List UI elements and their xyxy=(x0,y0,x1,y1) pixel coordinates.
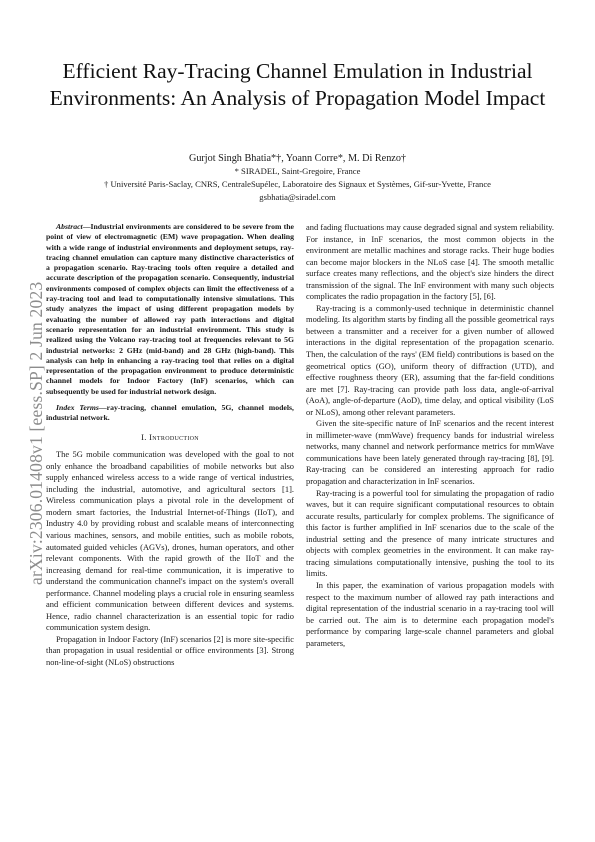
body-paragraph: Propagation in Indoor Factory (InF) scenarios [2] is more site-specific than propagation in usual residential or office environments [3]. Strong non-line-of-sight (NLoS) obstructions xyxy=(46,633,294,668)
section-title: Introduction xyxy=(149,431,199,442)
abstract-label: Abstract xyxy=(56,222,83,231)
body-paragraph: and fading fluctuations may cause degraded signal and system reliability. For instance, in InF scenarios, the most common objects in the environment are metallic machines and storage racks. Their huge bodies can become major blockers in the NLoS case [4]. The smooth metallic surface creates many reflections, and the object's size hinders the direct transmission of the signal. The InF environment with many such objects complicates the radio propagation in the factory [5], [6]. xyxy=(306,222,554,302)
body-paragraph: The 5G mobile communication was developed with the goal to not only enhance the broadband capabilities of mobile networks but also supply enhanced wireless access to a wide range of vertical industries, including the industrial, automotive, and agricultural sectors [1]. Wireless communication plays a pivotal role in the development of modern smart factories, the Industrial Internet-of-Things (IIoT), and Industry 4.0 by providing robust and scalable means of interconnecting various machines, sensors, and mobile entities, such as mobile robots, automated guided vehicles (AGVs), drones, human operators, and other relevant components. With the rapid growth of the IIoT and the increasing demand for real-time communication, it is imperative to understand the communication channel's impact on the system's overall performance. Channel modeling plays a crucial role in ensuring seamless and efficient communication between different devices and systems. Hence, radio channel characterization is an essential topic for radio communication system design. xyxy=(46,449,294,633)
body-paragraph: Given the site-specific nature of InF scenarios and the recent interest in millimeter-wave (mmWave) frequency bands for industrial wireless networks, many channel and network performance metrics for mmWave communications have been lately generated through ray-tracing [8], [9]. Ray-tracing can be considered an interesting approach for radio propagation and characterization in InF scenarios. xyxy=(306,418,554,487)
arxiv-stamp: arXiv:2306.01408v1 [eess.SP] 2 Jun 2023 xyxy=(26,281,46,585)
index-terms-label: Index Terms xyxy=(56,403,99,413)
section-heading-introduction xyxy=(46,432,294,444)
index-terms xyxy=(46,403,294,424)
body-paragraph: In this paper, the examination of various propagation models with respect to the maximum number of allowed ray path interactions and digital representation of the industrial scenario in a ray-tracing tool will be carried out. The aim is to determine each propagation model's performance by comparing large-scale channel parameters and global parameters, xyxy=(306,579,554,648)
body-paragraph: Ray-tracing is a powerful tool for simulating the propagation of radio waves, but it can require significant computational resources to obtain accurate results, particularly for complex problems. The significance of this factor is further amplified in InF scenarios due to the scale of the industrial setting and the presence of many intricate structures and objects with complex geometries in the environment. It can make ray-tracing simulations computationally intensive, pushing the tool to its limits. xyxy=(306,487,554,579)
left-column xyxy=(46,222,294,669)
author-email: gsbhatia@siradel.com xyxy=(259,192,336,202)
abstract-text: —Industrial environments are considered to be severe from the point of view of electromagnetic (EM) wave propagation. When dealing with a wide range of industrial environments and deployment setups, ray-tracing channel emulation can capture many distinctive characteristics of a propagation scenario. Ray-tracing tools often require a detailed and accurate description of the propagation scenario. Consequently, industrial environments composed of complex objects can limit the effectiveness of a ray-tracing tool and lead to computationally intensive simulations. This study analyzes the impact of using different propagation models by evaluating the number of allowed ray path interactions and digital scenario representation for an industrial environment. This study is realized using the Volcano ray-tracing tool at frequencies relevant to 5G industrial networks: 2 GHz (mid-band) and 28 GHz (high-band). This analysis can help in enhancing a ray-tracing tool that relies on a digital representation of the propagation environment to produce deterministic channel models for Indoor Factory (InF) scenarios, which can subsequently be used for industrial network design. xyxy=(46,222,294,396)
author-list: Gurjot Singh Bhatia*†, Yoann Corre*, M. Di Renzo† xyxy=(188,153,407,164)
paper-title: Efficient Ray-Tracing Channel Emulation in Industrial Environments: An Analysis of Propagation Model Impact xyxy=(49,59,546,110)
affiliation-paris-saclay: † Université Paris-Saclay, CNRS, CentraleSupélec, Laboratoire des Signaux et Systèmes, Gif-sur-Yvette, France xyxy=(104,179,491,189)
right-column xyxy=(306,222,554,649)
section-number: I. xyxy=(141,431,147,442)
index-terms-text: —ray-tracing, channel emulation, 5G, channel models, industrial network. xyxy=(46,403,294,423)
affiliation-siradel: * SIRADEL, Saint-Gregoire, France xyxy=(234,166,361,176)
abstract xyxy=(46,222,294,397)
body-paragraph: Ray-tracing is a commonly-used technique in deterministic channel modeling. Its algorithm starts by finding all the possible geometrical rays between a transmitter and a receiver for a given number of allowed interactions in the digital representation of the propagation scenario. Then, the calculation of the rays' (EM field) contributions is based on the geometrical optics (GO), uniform theory of diffraction (UTD), and effective roughness theory (ER), assuming that the far-field conditions are met [7]. Ray-tracing can provide path loss data, angle-of-arrival (AoA), angle-of-departure (AoD), time delay, and optical visibility (LoS or NLoS), among other relevant parameters. xyxy=(306,302,554,417)
